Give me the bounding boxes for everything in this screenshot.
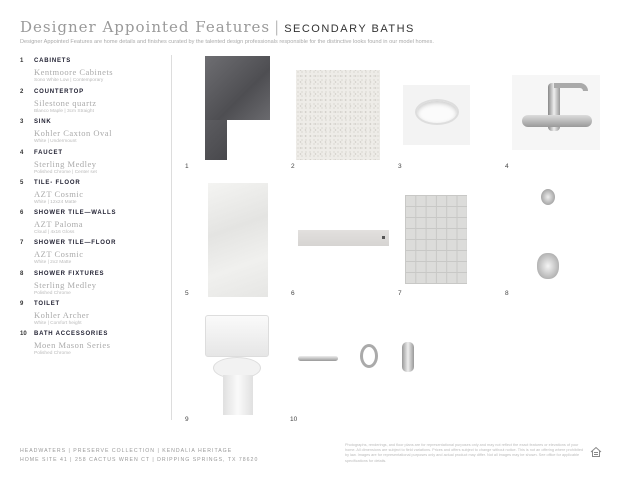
item-number: 8: [20, 271, 24, 277]
item-name: AZT Cosmic: [34, 189, 84, 199]
item-name: Silestone quartz: [34, 98, 97, 108]
title-main: Designer Appointed Features: [20, 18, 271, 36]
toilet-image: [203, 315, 272, 415]
image-number-label: 6: [291, 290, 295, 297]
divider: [171, 55, 172, 420]
image-number-label: 3: [398, 163, 402, 170]
shower-fixtures-image: [535, 183, 565, 293]
intro-text: Designer Appointed Features are home details and finishes curated by the talented design professionals responsible for the distinctive looks found in our model homes.: [20, 39, 434, 45]
image-number-label: 4: [505, 163, 509, 170]
image-number-label: 5: [185, 290, 189, 297]
item-number: 9: [20, 301, 24, 307]
title-subtitle: SECONDARY BATHS: [284, 23, 415, 35]
item-number: 5: [20, 180, 24, 186]
item-number: 4: [20, 150, 24, 156]
item-number: 10: [20, 331, 27, 337]
item-name: Kohler Archer: [34, 310, 90, 320]
item-number: 1: [20, 58, 24, 64]
item-name: AZT Paloma: [34, 219, 83, 229]
item-detail: Cloud | 4x16 Gloss: [34, 230, 75, 235]
item-name: Sterling Medley: [34, 159, 97, 169]
item-detail: Polished Chrome | Center set: [34, 170, 97, 175]
item-detail: White | Undermount: [34, 139, 77, 144]
disclaimer: Photographs, renderings, and floor plans are for representational purposes only and may not reflect the exact features or elevations of your home. All dimensions are subject to field variations. Prices and offers subject to change without notice. This is not an offering where prohibited by law. Images are for representational purposes only and actual product may differ. Not all images may be shown. See office for applicable specifications for details.: [345, 443, 584, 463]
item-detail: White | 12x24 Matte: [34, 200, 77, 205]
mosaic-tile-image: [405, 195, 467, 284]
item-name: Moen Mason Series: [34, 340, 111, 350]
item-category: CABINETS: [34, 58, 72, 64]
item-detail: White | 2x2 Matte: [34, 260, 72, 265]
image-number-label: 1: [185, 163, 189, 170]
item-name: Sterling Medley: [34, 280, 97, 290]
item-category: TILE- FLOOR: [34, 180, 81, 186]
item-category: SINK: [34, 119, 52, 125]
item-number: 3: [20, 119, 24, 125]
item-detail: Blanco Maple | 3cm Straight: [34, 109, 94, 114]
item-detail: White | Comfort height: [34, 321, 82, 326]
item-number: 6: [20, 210, 24, 216]
page-title: [20, 18, 415, 36]
floor-tile-image: [208, 183, 268, 297]
item-category: SHOWER TILE—WALLS: [34, 210, 117, 216]
image-number-label: 9: [185, 416, 189, 423]
item-name: AZT Cosmic: [34, 249, 84, 259]
item-number: 2: [20, 89, 24, 95]
item-detail: Sono White Low | Contemporary: [34, 78, 104, 83]
image-number-label: 8: [505, 290, 509, 297]
footer-community: HEADWATERS | PRESERVE COLLECTION | KENDALIA HERITAGE: [20, 448, 233, 454]
image-number-label: 10: [290, 416, 298, 423]
title-separator: |: [274, 18, 281, 36]
item-category: FAUCET: [34, 150, 63, 156]
footer-address: HOME SITE 41 | 258 CACTUS WREN CT | DRIPPING SPRINGS, TX 78620: [20, 457, 259, 463]
accessories-image: [298, 340, 438, 376]
item-name: Kentmoore Cabinets: [34, 67, 114, 77]
image-number-label: 7: [398, 290, 402, 297]
equal-housing-icon: [590, 446, 602, 458]
countertop-image: [296, 70, 380, 160]
cabinet-image: [205, 56, 270, 160]
image-number-label: 2: [291, 163, 295, 170]
wall-tile-image: [298, 230, 389, 246]
sink-image: [403, 85, 470, 145]
item-category: SHOWER TILE—FLOOR: [34, 240, 117, 246]
item-name: Kohler Caxton Oval: [34, 128, 112, 138]
item-detail: Polished Chrome: [34, 291, 71, 296]
item-number: 7: [20, 240, 24, 246]
item-category: BATH ACCESSORIES: [34, 331, 109, 337]
faucet-image: [512, 75, 600, 150]
item-category: TOILET: [34, 301, 61, 307]
item-detail: Polished Chrome: [34, 351, 71, 356]
item-category: COUNTERTOP: [34, 89, 84, 95]
item-category: SHOWER FIXTURES: [34, 271, 105, 277]
